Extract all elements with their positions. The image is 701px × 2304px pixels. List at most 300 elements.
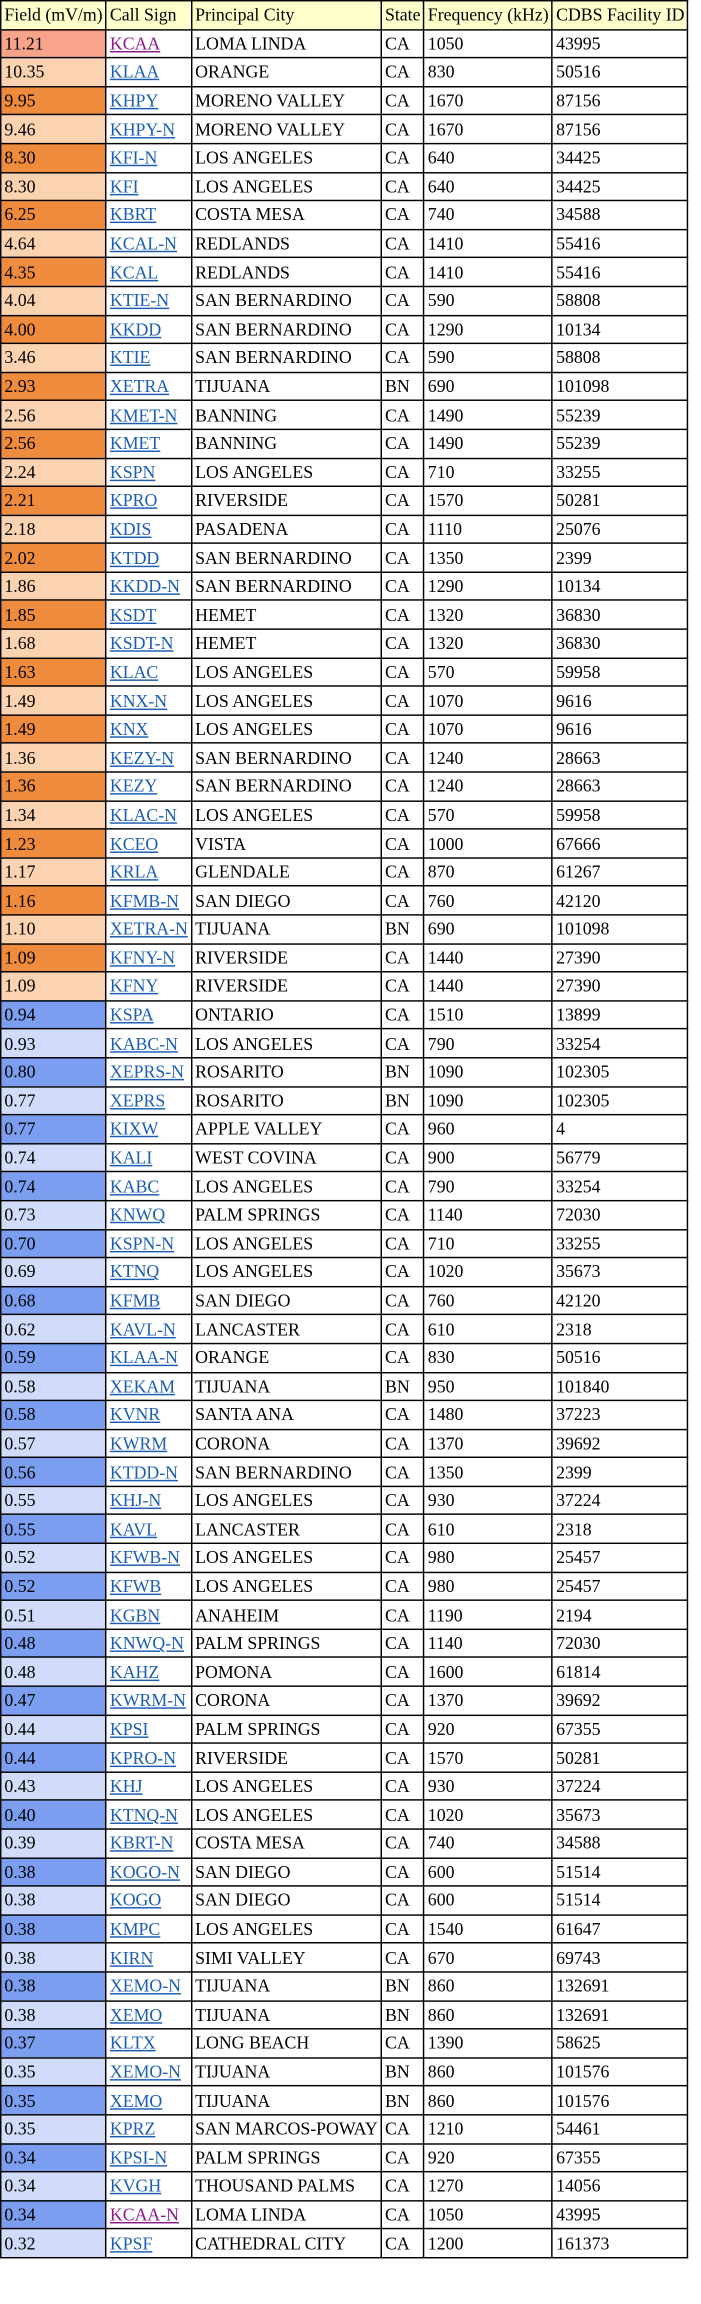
field-strength-cell: 2.93 <box>1 372 107 401</box>
call-sign-link[interactable]: KTIE-N <box>109 290 170 311</box>
call-sign-link[interactable]: KSDT-N <box>109 633 174 654</box>
call-sign-cell <box>106 1143 191 1172</box>
table-row <box>1 1915 688 1944</box>
call-sign-link[interactable]: KTDD <box>109 547 160 569</box>
call-sign-link[interactable]: XEKAM <box>109 1376 176 1397</box>
state-cell: CA <box>381 344 424 373</box>
table-row <box>1 1172 688 1201</box>
facility-id-cell: 28663 <box>552 772 688 801</box>
table-row <box>1 515 688 544</box>
call-sign-link[interactable]: KVNR <box>109 1404 161 1426</box>
state-cell: BN <box>381 1372 424 1401</box>
call-sign-link[interactable]: KTNQ-N <box>109 1804 179 1825</box>
frequency-cell: 790 <box>424 1029 552 1058</box>
call-sign-link[interactable]: KCAA-N <box>109 2204 180 2225</box>
facility-id-cell: 33254 <box>552 1029 688 1058</box>
call-sign-link[interactable]: KALI <box>109 1147 153 1168</box>
state-cell: BN <box>381 2058 424 2087</box>
frequency-cell: 860 <box>424 2000 552 2029</box>
frequency-cell: 1320 <box>424 629 552 658</box>
call-sign-link[interactable]: KKDD-N <box>109 576 180 597</box>
frequency-cell: 1410 <box>424 258 552 287</box>
frequency-cell: 1070 <box>424 686 552 715</box>
state-cell: CA <box>381 401 424 430</box>
principal-city-cell: SAN BERNARDINO <box>192 743 382 772</box>
field-strength-cell: 1.36 <box>1 743 107 772</box>
facility-id-cell: 37224 <box>552 1772 688 1801</box>
frequency-cell: 1020 <box>424 1258 552 1287</box>
call-sign-cell <box>106 772 191 801</box>
call-sign-link[interactable]: KCAL-N <box>109 233 178 254</box>
principal-city-cell: RIVERSIDE <box>192 972 382 1001</box>
frequency-cell: 590 <box>424 286 552 315</box>
frequency-cell: 860 <box>424 2086 552 2115</box>
call-sign-link[interactable]: KRLA <box>109 861 159 883</box>
state-cell: CA <box>381 1401 424 1430</box>
facility-id-cell: 2318 <box>552 1515 688 1544</box>
principal-city-cell: LOMA LINDA <box>192 29 382 58</box>
frequency-cell: 1670 <box>424 115 552 144</box>
call-sign-cell <box>106 886 191 915</box>
table-row <box>1 1829 688 1858</box>
call-sign-link[interactable]: KAVL <box>109 1518 157 1540</box>
state-cell: CA <box>381 572 424 601</box>
facility-id-cell: 43995 <box>552 29 688 58</box>
frequency-cell: 1350 <box>424 544 552 573</box>
principal-city-cell: ORANGE <box>192 1343 382 1372</box>
state-cell: CA <box>381 1800 424 1829</box>
call-sign-link[interactable]: KBRT <box>109 204 157 226</box>
call-sign-link[interactable]: KOGO <box>109 1890 162 1911</box>
call-sign-link[interactable]: XETRA-N <box>109 918 188 940</box>
frequency-cell: 860 <box>424 2058 552 2087</box>
principal-city-cell: LOS ANGELES <box>192 1772 382 1801</box>
facility-id-cell: 39692 <box>552 1429 688 1458</box>
frequency-cell: 1440 <box>424 943 552 972</box>
state-cell: BN <box>381 1058 424 1087</box>
principal-city-cell: SAN DIEGO <box>192 886 382 915</box>
field-strength-cell: 0.34 <box>1 2143 107 2172</box>
call-sign-link[interactable]: KLAA <box>109 61 160 83</box>
field-strength-cell: 0.94 <box>1 1001 107 1030</box>
state-cell: CA <box>381 258 424 287</box>
call-sign-link[interactable]: XEMO-N <box>109 2061 181 2083</box>
call-sign-cell <box>106 1086 191 1115</box>
table-row <box>1 86 688 115</box>
principal-city-cell: BANNING <box>192 401 382 430</box>
call-sign-cell <box>106 1629 191 1658</box>
call-sign-link[interactable]: KCEO <box>109 833 159 854</box>
call-sign-link[interactable]: KPRO <box>109 490 158 511</box>
frequency-cell: 1140 <box>424 1629 552 1658</box>
frequency-cell: 710 <box>424 458 552 487</box>
call-sign-link[interactable]: KAVL-N <box>109 1318 176 1340</box>
state-cell: CA <box>381 1258 424 1287</box>
principal-city-cell: PALM SPRINGS <box>192 1629 382 1658</box>
table-row <box>1 772 688 801</box>
call-sign-link[interactable]: KHPY-N <box>109 119 176 140</box>
field-strength-cell: 0.38 <box>1 1858 107 1887</box>
field-strength-cell: 1.36 <box>1 772 107 801</box>
frequency-cell: 950 <box>424 1372 552 1401</box>
frequency-cell: 640 <box>424 144 552 173</box>
frequency-cell: 920 <box>424 1715 552 1744</box>
call-sign-link[interactable]: KTDD-N <box>109 1461 179 1483</box>
state-cell: CA <box>381 1286 424 1315</box>
state-cell: CA <box>381 886 424 915</box>
principal-city-cell: LOS ANGELES <box>192 1229 382 1258</box>
call-sign-cell <box>106 2000 191 2029</box>
facility-id-cell: 102305 <box>552 1058 688 1087</box>
header-row <box>1 1 688 30</box>
field-strength-cell: 0.48 <box>1 1629 107 1658</box>
table-row <box>1 1486 688 1515</box>
principal-city-cell: RIVERSIDE <box>192 943 382 972</box>
field-strength-cell: 0.80 <box>1 1058 107 1087</box>
header-frequency: Frequency (kHz) <box>424 1 552 30</box>
call-sign-link[interactable]: KFNY-N <box>109 947 176 968</box>
table-row <box>1 1858 688 1887</box>
field-strength-cell: 2.56 <box>1 429 107 458</box>
frequency-cell: 1210 <box>424 2115 552 2144</box>
call-sign-link[interactable]: KLTX <box>109 2033 156 2054</box>
call-sign-link[interactable]: XEPRS <box>109 1090 166 1111</box>
principal-city-cell: TIJUANA <box>192 2086 382 2115</box>
frequency-cell: 1240 <box>424 743 552 772</box>
facility-id-cell: 101576 <box>552 2058 688 2087</box>
frequency-cell: 1490 <box>424 401 552 430</box>
state-cell: CA <box>381 715 424 744</box>
field-strength-cell: 0.52 <box>1 1572 107 1601</box>
call-sign-link[interactable]: KGBN <box>109 1604 161 1626</box>
call-sign-link[interactable]: KNX <box>109 718 149 740</box>
call-sign-link[interactable]: KFMB <box>109 1290 161 1311</box>
field-strength-cell: 1.49 <box>1 715 107 744</box>
table-row <box>1 1943 688 1972</box>
facility-id-cell: 33255 <box>552 1229 688 1258</box>
call-sign-link[interactable]: KEZY-N <box>109 747 175 768</box>
facility-id-cell: 59958 <box>552 801 688 830</box>
table-row <box>1 1886 688 1915</box>
call-sign-cell <box>106 544 191 573</box>
frequency-cell: 1410 <box>424 229 552 258</box>
call-sign-link[interactable]: KFI-N <box>109 147 158 169</box>
facility-id-cell: 34425 <box>552 144 688 173</box>
call-sign-cell <box>106 144 191 173</box>
call-sign-link[interactable]: KLAC <box>109 661 159 683</box>
call-sign-cell <box>106 86 191 115</box>
state-cell: CA <box>381 1915 424 1944</box>
table-row <box>1 858 688 887</box>
table-header <box>1 1 688 30</box>
field-strength-cell: 0.74 <box>1 1143 107 1172</box>
table-row <box>1 1972 688 2001</box>
call-sign-link[interactable]: KIRN <box>109 1947 154 1968</box>
call-sign-cell <box>106 515 191 544</box>
call-sign-link[interactable]: KFWB-N <box>109 1547 180 1568</box>
frequency-cell: 1370 <box>424 1686 552 1715</box>
field-strength-cell: 4.64 <box>1 229 107 258</box>
facility-id-cell: 51514 <box>552 1858 688 1887</box>
call-sign-link[interactable]: KMPC <box>109 1918 161 1940</box>
principal-city-cell: REDLANDS <box>192 229 382 258</box>
call-sign-link[interactable]: KABC-N <box>109 1033 179 1054</box>
call-sign-link[interactable]: XEPRS-N <box>109 1061 184 1083</box>
principal-city-cell: TIJUANA <box>192 2000 382 2029</box>
facility-id-cell: 42120 <box>552 886 688 915</box>
call-sign-cell <box>106 1286 191 1315</box>
call-sign-link[interactable]: KLAC-N <box>109 804 178 826</box>
call-sign-link[interactable]: KFMB-N <box>109 890 180 911</box>
principal-city-cell: BANNING <box>192 429 382 458</box>
call-sign-link[interactable]: KHJ-N <box>109 1490 162 1511</box>
table-row <box>1 801 688 830</box>
call-sign-link[interactable]: KCAL <box>109 261 159 283</box>
frequency-cell: 740 <box>424 1829 552 1858</box>
field-strength-cell: 6.25 <box>1 201 107 230</box>
call-sign-link[interactable]: KTIE <box>109 347 151 369</box>
field-strength-cell: 0.38 <box>1 1972 107 2001</box>
facility-id-cell: 4 <box>552 1115 688 1144</box>
table-row <box>1 401 688 430</box>
state-cell: CA <box>381 429 424 458</box>
frequency-cell: 980 <box>424 1543 552 1572</box>
frequency-cell: 1570 <box>424 1743 552 1772</box>
field-strength-cell: 0.32 <box>1 2229 107 2258</box>
call-sign-cell <box>106 2229 191 2258</box>
call-sign-link[interactable]: KPRZ <box>109 2118 156 2140</box>
state-cell: CA <box>381 1029 424 1058</box>
principal-city-cell: LOS ANGELES <box>192 1915 382 1944</box>
principal-city-cell: COSTA MESA <box>192 1829 382 1858</box>
principal-city-cell: SAN BERNARDINO <box>192 315 382 344</box>
table-row <box>1 258 688 287</box>
table-row <box>1 315 688 344</box>
call-sign-link[interactable]: KPSI <box>109 1718 149 1740</box>
call-sign-link[interactable]: KTNQ <box>109 1261 160 1283</box>
table-row <box>1 2172 688 2201</box>
frequency-cell: 1050 <box>424 29 552 58</box>
frequency-cell: 1490 <box>424 429 552 458</box>
call-sign-cell <box>106 2172 191 2201</box>
frequency-cell: 1000 <box>424 829 552 858</box>
call-sign-link[interactable]: KWRM <box>109 1433 168 1454</box>
field-strength-cell: 0.93 <box>1 1029 107 1058</box>
field-strength-cell: 9.46 <box>1 115 107 144</box>
frequency-cell: 690 <box>424 372 552 401</box>
call-sign-link[interactable]: KMET-N <box>109 404 178 426</box>
call-sign-link[interactable]: KOGO-N <box>109 1861 180 1883</box>
field-strength-cell: 0.62 <box>1 1315 107 1344</box>
facility-id-cell: 61267 <box>552 858 688 887</box>
table-row <box>1 1629 688 1658</box>
call-sign-cell <box>106 344 191 373</box>
header-field: Field (mV/m) <box>1 1 107 30</box>
call-sign-link[interactable]: KPRO-N <box>109 1747 177 1768</box>
call-sign-link[interactable]: KSPN <box>109 461 156 483</box>
call-sign-cell <box>106 1458 191 1487</box>
table-row <box>1 1086 688 1115</box>
principal-city-cell: CORONA <box>192 1429 382 1458</box>
call-sign-cell <box>106 1315 191 1344</box>
field-strength-cell: 0.52 <box>1 1543 107 1572</box>
call-sign-cell <box>106 58 191 87</box>
facility-id-cell: 72030 <box>552 1629 688 1658</box>
state-cell: CA <box>381 829 424 858</box>
table-row <box>1 286 688 315</box>
call-sign-link[interactable]: KEZY <box>109 776 158 797</box>
call-sign-link[interactable]: KAHZ <box>109 1661 160 1683</box>
principal-city-cell: SAN BERNARDINO <box>192 772 382 801</box>
call-sign-link[interactable]: KNX-N <box>109 690 168 711</box>
principal-city-cell: RIVERSIDE <box>192 486 382 515</box>
call-sign-cell <box>106 2086 191 2115</box>
table-row <box>1 1115 688 1144</box>
principal-city-cell: LOS ANGELES <box>192 1572 382 1601</box>
call-sign-link[interactable]: KVGH <box>109 2175 162 2197</box>
call-sign-cell <box>106 401 191 430</box>
facility-id-cell: 37224 <box>552 1486 688 1515</box>
call-sign-link[interactable]: KHPY <box>109 90 159 111</box>
state-cell: CA <box>381 515 424 544</box>
call-sign-link[interactable]: XETRA <box>109 376 170 397</box>
frequency-cell: 1370 <box>424 1429 552 1458</box>
facility-id-cell: 55416 <box>552 258 688 287</box>
call-sign-cell <box>106 1429 191 1458</box>
field-strength-cell: 0.38 <box>1 2000 107 2029</box>
field-strength-cell: 0.55 <box>1 1515 107 1544</box>
call-sign-link[interactable]: KSPN-N <box>109 1233 175 1254</box>
table-row <box>1 829 688 858</box>
call-sign-link[interactable]: KWRM-N <box>109 1690 186 1711</box>
call-sign-link[interactable]: KABC <box>109 1176 160 1197</box>
frequency-cell: 600 <box>424 1858 552 1887</box>
frequency-cell: 670 <box>424 1943 552 1972</box>
state-cell: CA <box>381 1201 424 1230</box>
call-sign-link[interactable]: KLAA-N <box>109 1347 179 1368</box>
field-strength-cell: 0.73 <box>1 1201 107 1230</box>
frequency-cell: 1050 <box>424 2200 552 2229</box>
call-sign-link[interactable]: KFNY <box>109 976 159 997</box>
frequency-cell: 690 <box>424 915 552 944</box>
call-sign-cell <box>106 1486 191 1515</box>
call-sign-link[interactable]: KSPA <box>109 1004 154 1026</box>
principal-city-cell: PALM SPRINGS <box>192 2143 382 2172</box>
principal-city-cell: PALM SPRINGS <box>192 1715 382 1744</box>
principal-city-cell: LOS ANGELES <box>192 658 382 687</box>
call-sign-link[interactable]: KPSF <box>109 2233 153 2254</box>
table-row <box>1 1001 688 1030</box>
field-strength-cell: 11.21 <box>1 29 107 58</box>
call-sign-link[interactable]: KFWB <box>109 1576 162 1597</box>
call-sign-cell <box>106 1343 191 1372</box>
call-sign-link[interactable]: KBRT-N <box>109 1833 174 1854</box>
table-row <box>1 1572 688 1601</box>
frequency-cell: 920 <box>424 2143 552 2172</box>
table-row <box>1 486 688 515</box>
state-cell: CA <box>381 201 424 230</box>
field-strength-cell: 0.48 <box>1 1658 107 1687</box>
facility-id-cell: 25457 <box>552 1572 688 1601</box>
call-sign-cell <box>106 1743 191 1772</box>
principal-city-cell: TIJUANA <box>192 372 382 401</box>
table-row <box>1 1458 688 1487</box>
table-row <box>1 1229 688 1258</box>
state-cell: CA <box>381 58 424 87</box>
call-sign-link[interactable]: KNWQ <box>109 1204 166 1226</box>
call-sign-link[interactable]: KPSI-N <box>109 2147 168 2168</box>
field-strength-cell: 0.68 <box>1 1286 107 1315</box>
call-sign-cell <box>106 1829 191 1858</box>
call-sign-link[interactable]: KCAA <box>109 33 161 54</box>
call-sign-cell <box>106 458 191 487</box>
table-row <box>1 58 688 87</box>
call-sign-link[interactable]: KHJ <box>109 1776 143 1797</box>
frequency-cell: 600 <box>424 1886 552 1915</box>
table-row <box>1 1743 688 1772</box>
field-strength-cell: 8.30 <box>1 172 107 201</box>
facility-id-cell: 37223 <box>552 1401 688 1430</box>
state-cell: CA <box>381 1172 424 1201</box>
principal-city-cell: CORONA <box>192 1686 382 1715</box>
call-sign-link[interactable]: XEMO <box>109 2090 163 2111</box>
table-row <box>1 1286 688 1315</box>
facility-id-cell: 34588 <box>552 201 688 230</box>
call-sign-cell <box>106 1858 191 1887</box>
facility-id-cell: 56779 <box>552 1143 688 1172</box>
call-sign-cell <box>106 972 191 1001</box>
facility-id-cell: 28663 <box>552 743 688 772</box>
state-cell: CA <box>381 286 424 315</box>
frequency-cell: 1020 <box>424 1800 552 1829</box>
field-strength-cell: 0.43 <box>1 1772 107 1801</box>
call-sign-cell <box>106 1543 191 1572</box>
facility-id-cell: 101576 <box>552 2086 688 2115</box>
facility-id-cell: 67355 <box>552 1715 688 1744</box>
call-sign-link[interactable]: KIXW <box>109 1118 159 1140</box>
frequency-cell: 570 <box>424 658 552 687</box>
state-cell: BN <box>381 372 424 401</box>
field-strength-cell: 0.39 <box>1 1829 107 1858</box>
call-sign-link[interactable]: KFI <box>109 176 139 197</box>
principal-city-cell: LOS ANGELES <box>192 1800 382 1829</box>
facility-id-cell: 132691 <box>552 2000 688 2029</box>
call-sign-link[interactable]: KSDT <box>109 604 157 626</box>
table-row <box>1 144 688 173</box>
call-sign-link[interactable]: KKDD <box>109 319 162 340</box>
call-sign-cell <box>106 1001 191 1030</box>
principal-city-cell: RIVERSIDE <box>192 1743 382 1772</box>
frequency-cell: 640 <box>424 172 552 201</box>
table-row <box>1 172 688 201</box>
frequency-cell: 1480 <box>424 1401 552 1430</box>
table-row <box>1 572 688 601</box>
call-sign-cell <box>106 1229 191 1258</box>
frequency-cell: 870 <box>424 858 552 887</box>
call-sign-link[interactable]: XEMO-N <box>109 1975 181 1997</box>
call-sign-link[interactable]: KDIS <box>109 519 152 540</box>
principal-city-cell: ROSARITO <box>192 1058 382 1087</box>
call-sign-link[interactable]: KMET <box>109 433 161 454</box>
call-sign-link[interactable]: KNWQ-N <box>109 1633 184 1654</box>
call-sign-link[interactable]: XEMO <box>109 2004 163 2025</box>
facility-id-cell: 13899 <box>552 1001 688 1030</box>
field-strength-cell: 0.44 <box>1 1743 107 1772</box>
principal-city-cell: PASADENA <box>192 515 382 544</box>
table-row <box>1 1686 688 1715</box>
principal-city-cell: SAN BERNARDINO <box>192 1458 382 1487</box>
table-row <box>1 1772 688 1801</box>
